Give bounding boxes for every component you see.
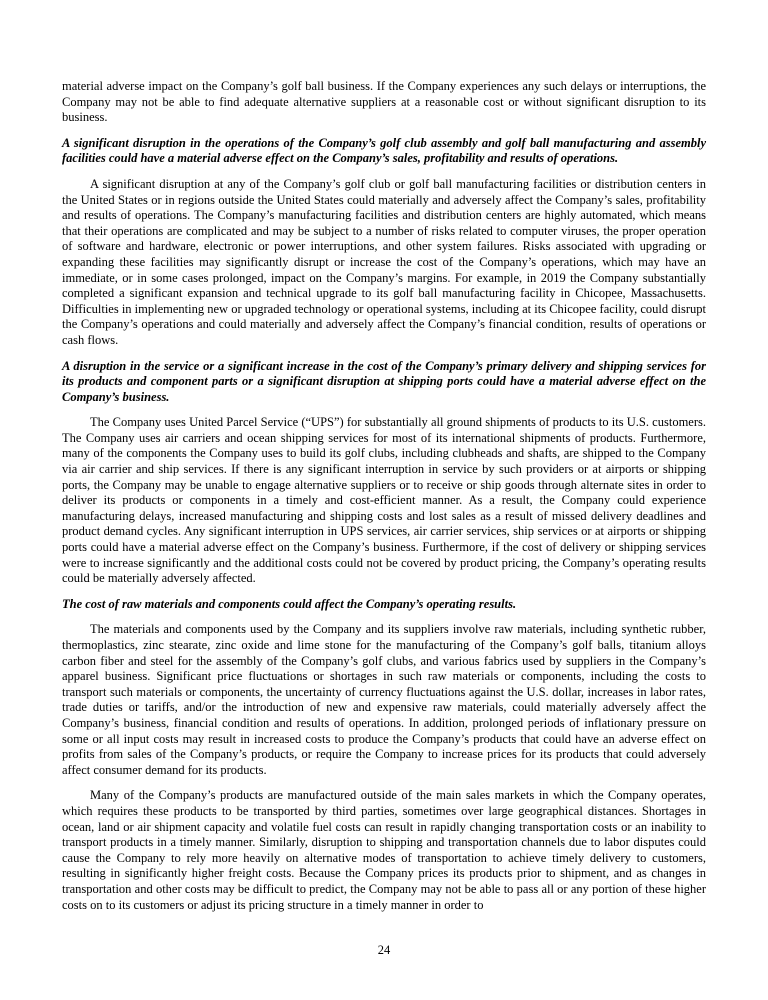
risk-heading-manufacturing-disruption: A significant disruption in the operations of the Company’s golf club assembly and golf ball manufacturing and assembly facilities could have a material adverse effect on the Company’s sales, profitability and results of operations.	[62, 135, 706, 166]
body-paragraph-manufacturing-disruption: A significant disruption at any of the Company’s golf club or golf ball manufacturing facilities or distribution centers in the United States or in regions outside the United States could materially and adversely affect the Company’s sales, profitability and results of operations. The Company’s manufacturing facilities and distribution centers are highly automated, which means that their operations are complicated and may be subject to a number of risks related to computer viruses, the proper operation of software and hardware, electronic or power interruptions, and other system failures. Risks associated with upgrading or expanding these facilities may significantly disrupt or increase the cost of the Company’s operations, which may have an immediate, or in some cases prolonged, impact on the Company’s margins. For example, in 2019 the Company substantially completed a significant expansion and technical upgrade to its golf ball manufacturing facility in Chicopee, Massachusetts. Difficulties in implementing new or upgraded technology or operational systems, including at its Chicopee facility, could disrupt the Company’s operations and could materially and adversely affect the Company’s financial condition, results of operations or cash flows.	[62, 176, 706, 347]
body-paragraph-continuation: material adverse impact on the Company’s golf ball business. If the Company experiences any such delays or interruptions, the Company may not be able to find adequate alternative suppliers at a reasonable cost or without significant disruption to its business.	[62, 79, 706, 125]
body-paragraph-raw-materials: The materials and components used by the Company and its suppliers involve raw materials, including synthetic rubber, thermoplastics, zinc stearate, zinc oxide and lime stone for the manufacturing of the Company’s golf balls, titanium alloys carbon fiber and steel for the assembly of the Company’s golf clubs, and various fabrics used by suppliers in the Company’s apparel business. Significant price fluctuations or shortages in such raw materials or components, including the costs to transport such materials or components, the uncertainty of currency fluctuations against the U.S. dollar, increases in labor rates, trade duties or tariffs, and/or the introduction of new and expensive raw materials, could materially adversely affect the Company’s business, financial condition and results of operations. In addition, prolonged periods of inflationary pressure on some or all input costs may result in increased costs to produce the Company’s products that could have an adverse effect on profits from sales of the Company’s products, or require the Company to increase prices for its products that could adversely affect consumer demand for its products.	[62, 622, 706, 777]
risk-heading-raw-materials-cost: The cost of raw materials and components could affect the Company’s operating results.	[62, 596, 517, 611]
body-paragraph-shipping-ups: The Company uses United Parcel Service (“UPS”) for substantially all ground shipments of products to its U.S. customers. The Company uses air carriers and ocean shipping services for most of its international shipments of products. Furthermore, many of the components the Company uses to build its golf clubs, including clubheads and shafts, are shipped to the Company via air carrier and ship services. If there is any significant interruption in service by such providers or at airports or shipping ports, the Company may be unable to engage alternative suppliers or to receive or ship goods through alternate sites in order to deliver its products or components in a timely and cost-efficient manner. As a result, the Company could experience manufacturing delays, increased manufacturing and shipping costs and lost sales as a result of missed delivery deadlines and product demand cycles. Any significant interruption in UPS services, air carrier services, ship services or at airports or shipping ports could have a material adverse effect on the Company’s business. Furthermore, if the cost of delivery or shipping services were to increase significantly and the additional costs could not be covered by product pricing, the Company’s operating results could be materially adversely affected.	[62, 415, 706, 586]
page-number: 24	[377, 943, 391, 957]
body-paragraph-transportation: Many of the Company’s products are manufactured outside of the main sales markets in which the Company operates, which requires these products to be transported by third parties, sometimes over large geographical distances. Shortages in ocean, land or air shipment capacity and volatile fuel costs can result in rapidly changing transportation costs or an inability to transport products in a timely manner. Similarly, disruption to shipping and transportation channels due to labor disputes could cause the Company to rely more heavily on alternative modes of transportation to achieve timely delivery to customers, resulting in significantly higher freight costs. Because the Company prices its products prior to shipment, and as changes in transportation and other costs may be difficult to predict, the Company may not be able to pass all or any portion of these higher costs on to its customers or adjust its pricing structure in a timely manner in order to	[62, 788, 706, 912]
risk-heading-shipping-disruption: A disruption in the service or a significant increase in the cost of the Company’s primary delivery and shipping services for its products and component parts or a significant disruption at shipping ports could have a material adverse effect on the Company’s business.	[62, 358, 706, 404]
page-body	[62, 79, 706, 923]
